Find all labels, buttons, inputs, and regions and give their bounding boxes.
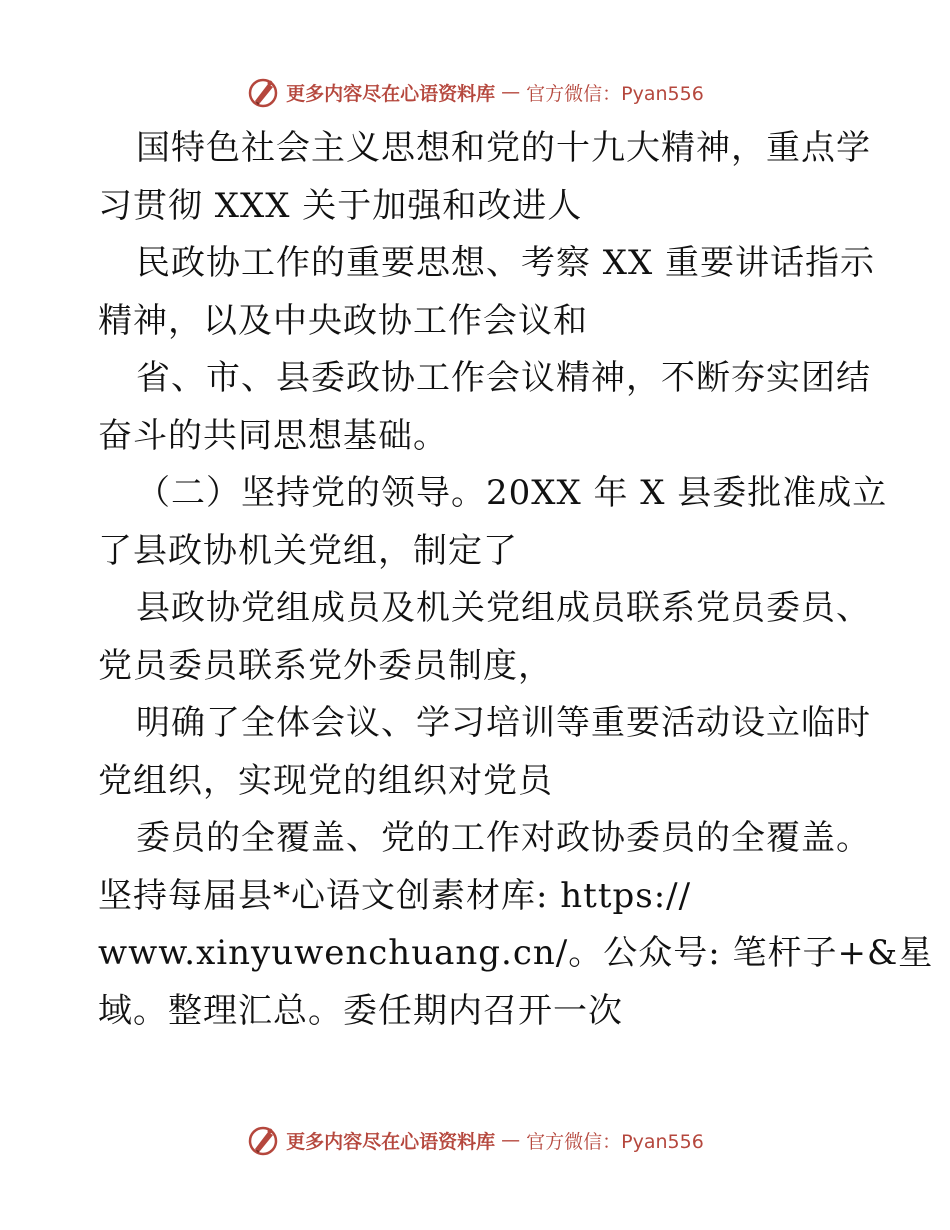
body-line: 党组织，实现党的组织对党员 bbox=[98, 760, 553, 801]
body-line: 了县政协机关党组，制定了 bbox=[98, 530, 518, 571]
footer-site-text: 更多内容尽在心语资料库 bbox=[286, 1130, 496, 1153]
document-body bbox=[98, 120, 934, 1040]
body-line: 党员委员联系党外委员制度， bbox=[98, 645, 553, 686]
body-line: 习贯彻 XXX 关于加强和改进人 bbox=[98, 185, 583, 226]
body-line: 明确了全体会议、学习培训等重要活动设立临时 bbox=[136, 703, 871, 743]
body-line: 省、市、县委政协工作会议精神，不断夯实团结 bbox=[136, 358, 871, 398]
header-site-text: 更多内容尽在心语资料库 bbox=[286, 82, 496, 105]
body-line: （二）坚持党的领导。20XX 年 X 县委批准成立 bbox=[136, 473, 888, 513]
footer-banner bbox=[0, 1120, 950, 1160]
body-line: 委员的全覆盖、党的工作对政协委员的全覆盖。 bbox=[136, 818, 871, 858]
pen-circle-icon bbox=[246, 75, 280, 109]
footer-contact-text: 官方微信：Pyan556 bbox=[526, 1130, 704, 1153]
body-line: 国特色社会主义思想和党的十九大精神，重点学 bbox=[136, 128, 871, 168]
body-line: 域。整理汇总。委任期内召开一次 bbox=[98, 990, 623, 1031]
body-line: 坚持每届县*心语文创素材库: https:// bbox=[98, 875, 692, 916]
header-banner bbox=[0, 72, 950, 112]
body-line: 精神，以及中央政协工作会议和 bbox=[98, 300, 588, 341]
header-dash: — bbox=[501, 81, 521, 103]
body-line: 奋斗的共同思想基础。 bbox=[98, 415, 448, 456]
footer-banner-inner bbox=[246, 1123, 704, 1157]
header-banner-inner bbox=[246, 75, 704, 109]
pen-circle-icon bbox=[246, 1123, 280, 1157]
body-line: www.xinyuwenchuang.cn/。公众号: 笔杆子+&星 bbox=[98, 933, 934, 973]
body-line: 民政协工作的重要思想、考察 XX 重要讲话指示 bbox=[136, 243, 876, 283]
body-line: 县政协党组成员及机关党组成员联系党员委员、 bbox=[136, 588, 871, 628]
footer-dash: — bbox=[501, 1129, 521, 1151]
header-contact-text: 官方微信：Pyan556 bbox=[526, 82, 704, 105]
